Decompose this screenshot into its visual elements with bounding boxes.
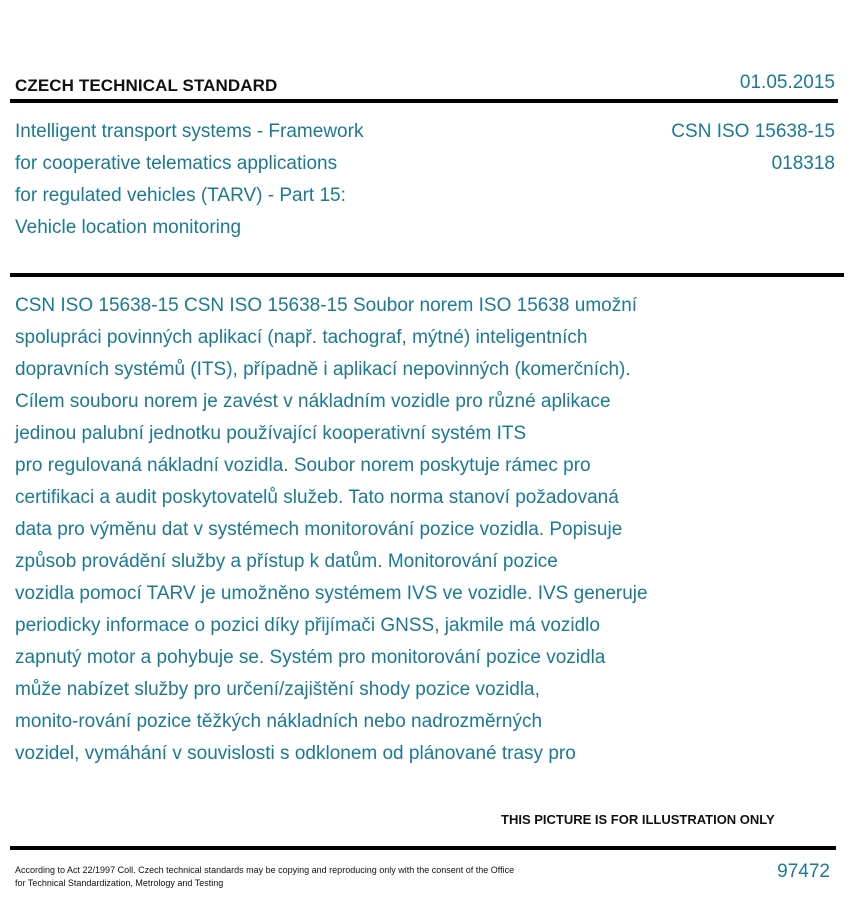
legal-notice <box>15 864 575 890</box>
abstract-line: pro regulovaná nákladní vozidla. Soubor norem poskytuje rámec pro <box>15 455 591 476</box>
title-line: Intelligent transport systems - Framework <box>15 121 364 142</box>
standard-identifiers <box>671 116 835 180</box>
document-number: 97472 <box>777 861 830 882</box>
title-line: for regulated vehicles (TARV) - Part 15: <box>15 185 346 206</box>
title-divider <box>10 273 844 277</box>
abstract-line: způsob provádění služby a přístup k datům. Monitorování pozice <box>15 551 558 572</box>
title-line: Vehicle location monitoring <box>15 217 242 238</box>
abstract-line: certifikaci a audit poskytovatelů služeb. Tato norma stanoví požadovaná <box>15 487 619 508</box>
abstract-line: spolupráci povinných aplikací (např. tachograf, mýtné) inteligentních <box>15 327 588 348</box>
legal-line: According to Act 22/1997 Coll. Czech technical standards may be copying and reproducing only with the consent of the Office <box>15 865 515 875</box>
header-divider <box>10 99 838 103</box>
abstract-line: data pro výměnu dat v systémech monitorování pozice vozidla. Popisuje <box>15 519 623 540</box>
abstract-line: může nabízet služby pro určení/zajištění shody pozice vozidla, <box>15 679 540 700</box>
standard-title <box>15 116 445 244</box>
abstract-line: jedinou palubní jednotku používající kooperativní systém ITS <box>15 423 527 444</box>
catalog-number: 018318 <box>771 153 835 174</box>
title-line: for cooperative telematics applications <box>15 153 338 174</box>
illustration-notice: THIS PICTURE IS FOR ILLUSTRATION ONLY <box>501 812 775 827</box>
abstract-line: CSN ISO 15638-15 CSN ISO 15638-15 Soubor norem ISO 15638 umožní <box>15 295 638 316</box>
abstract-line: dopravních systémů (ITS), případně i aplikací nepovinných (komerčních). <box>15 359 631 380</box>
abstract-line: vozidla pomocí TARV je umožněno systémem IVS ve vozidle. IVS generuje <box>15 583 648 604</box>
legal-line: for Technical Standardization, Metrology and Testing <box>15 878 224 888</box>
document-header-label: CZECH TECHNICAL STANDARD <box>15 76 278 95</box>
publication-date: 01.05.2015 <box>739 72 835 93</box>
abstract-line: Cílem souboru norem je zavést v nákladním vozidle pro různé aplikace <box>15 391 611 412</box>
abstract-text <box>15 290 755 770</box>
abstract-line: zapnutý motor a pohybuje se. Systém pro monitorování pozice vozidla <box>15 647 606 668</box>
abstract-line: monito-rování pozice těžkých nákladních nebo nadrozměrných <box>15 711 543 732</box>
abstract-line: vozidel, vymáhání v souvislosti s odklonem od plánované trasy pro <box>15 743 576 764</box>
footer-divider <box>10 846 836 850</box>
standard-code: CSN ISO 15638-15 <box>671 121 835 142</box>
abstract-line: periodicky informace o pozici díky přijímači GNSS, jakmile má vozidlo <box>15 615 600 636</box>
